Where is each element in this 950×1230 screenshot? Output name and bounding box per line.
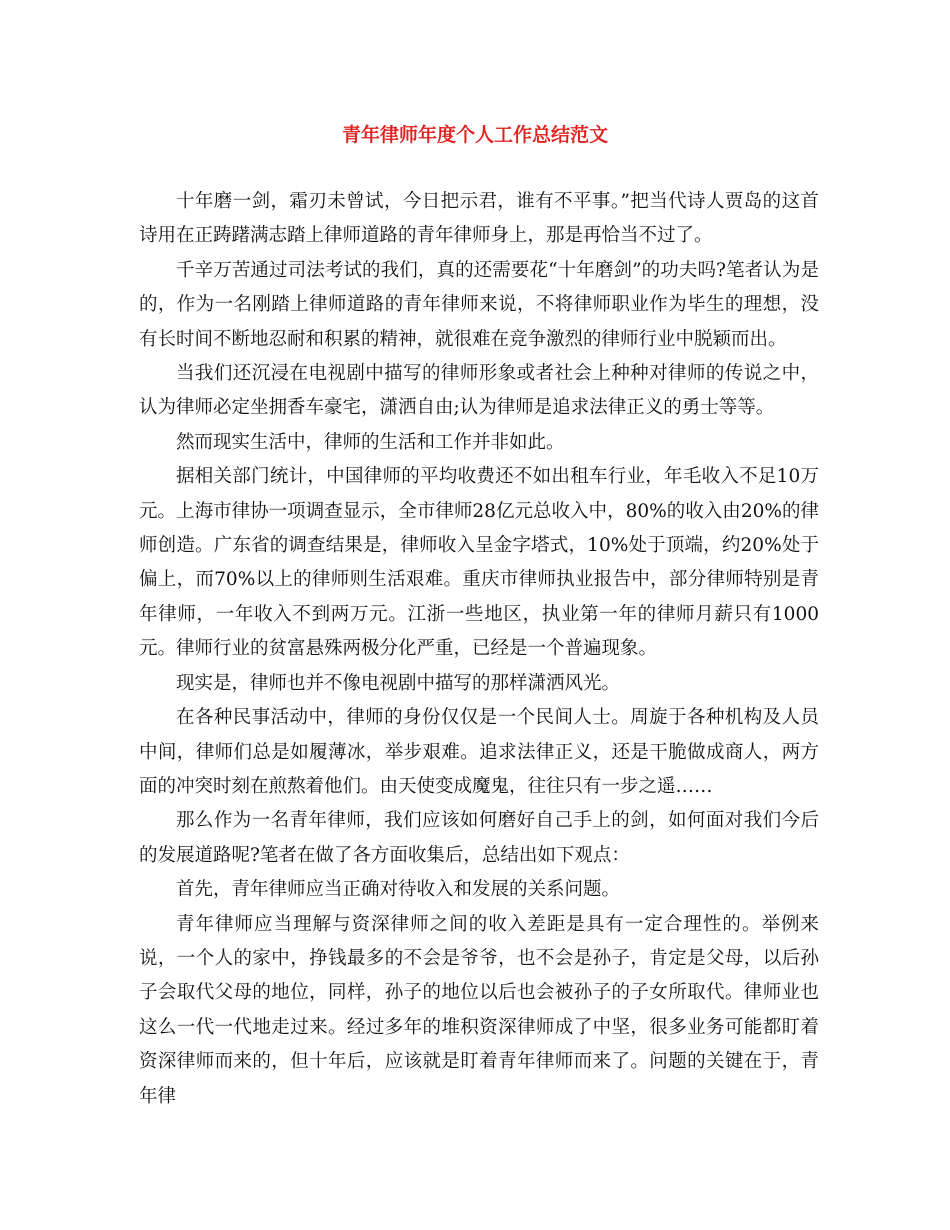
paragraph: 当我们还沉浸在电视剧中描写的律师形象或者社会上种种对律师的传说之中，认为律师必定坐拥香车豪宅，潇洒自由;认为律师是追求法律正义的勇士等等。 [139,363,819,419]
document-title: 青年律师年度个人工作总结范文 [341,124,608,146]
paragraph: 然而现实生活中，律师的生活和工作并非如此。 [176,431,565,453]
paragraph: 青年律师应当理解与资深律师之间的收入差距是具有一定合理性的。举例来说，一个人的家中，挣钱最多的不会是爷爷，也不会是孙子，肯定是父母，以后孙子会取代父母的地位，同样，孙子的地位以后也会被孙子的子女所取代。律师业也这么一代一代地走过来。经过多年的堆积资深律师成了中坚，很多业务可能都盯着资深律师而来的，但十年后，应该就是盯着青年律师而来了。问题的关键在于，青年律 [139,913,819,1107]
paragraph: 十年磨一剑，霜刃未曾试，今日把示君，谁有不平事。”把当代诗人贾岛的这首诗用在正踌躇满志踏上律师道路的青年律师身上，那是再恰当不过了。 [139,191,819,247]
paragraph: 据相关部门统计，中国律师的平均收费还不如出租车行业，年毛收入不足10万元。上海市律协一项调查显示，全市律师28亿元总收入中，80%的收入由20%的律师创造。广东省的调查结果是，律师收入呈金字塔式，10%处于顶端，约20%处于偏上，而70%以上的律师则生活艰难。重庆市律师执业报告中，部分律师特别是青年律师，一年收入不到两万元。江浙一些地区，执业第一年的律师月薪只有1000元。律师行业的贫富悬殊两极分化严重，已经是一个普遍现象。 [139,466,819,660]
document-body [139,185,819,1114]
paragraph: 那么作为一名青年律师，我们应该如何磨好自己手上的剑，如何面对我们今后的发展道路呢?笔者在做了各方面收集后，总结出如下观点： [139,810,819,866]
paragraph: 首先，青年律师应当正确对待收入和发展的关系问题。 [176,879,621,901]
paragraph: 千辛万苦通过司法考试的我们，真的还需要花“十年磨剑”的功夫吗?笔者认为是的，作为一名刚踏上律师道路的青年律师来说，不将律师职业作为毕生的理想，没有长时间不断地忍耐和积累的精神，就很难在竞争激烈的律师行业中脱颖而出。 [139,259,819,350]
paragraph: 在各种民事活动中，律师的身份仅仅是一个民间人士。周旋于各种机构及人员中间，律师们总是如履薄冰，举步艰难。追求法律正义，还是干脆做成商人，两方面的冲突时刻在煎熬着他们。由天使变成魔鬼，往往只有一步之遥…… [139,707,819,797]
paragraph: 现实是，律师也并不像电视剧中描写的那样潇洒风光。 [176,672,621,694]
